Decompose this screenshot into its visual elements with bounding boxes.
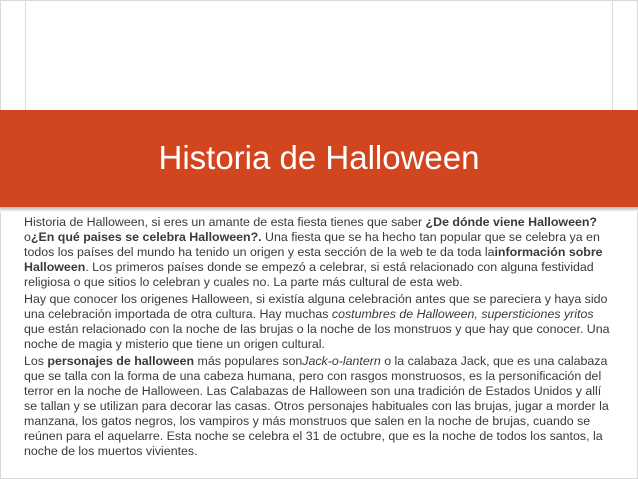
text-run: o [24, 230, 31, 244]
paragraph-characters [24, 354, 616, 459]
paragraph-intro [24, 215, 616, 290]
bold-run: información sobre Halloween [24, 245, 603, 274]
text-run: . Los primeros países donde se empezó a celebrar, si está relacionado con alguna festividad religiosa o que sitios lo celebran y cuales no. La parte más cultural de esta web. [24, 260, 594, 289]
left-rule [25, 0, 26, 110]
slide-title: Historia de Halloween [158, 139, 480, 176]
bold-run: ¿En qué paises se celebra Halloween?. [30, 230, 262, 244]
italic-run: costumbres de Halloween, supersticiones y [331, 307, 571, 321]
text-run: Los [24, 354, 48, 368]
text-run: Historia de Halloween, si eres un amante de esta fiesta tienes que saber [24, 215, 426, 229]
text-run: Hay que conocer los origenes Halloween, si existía alguna celebración antes que se pareciera y haya sido una celebración importada de otra cultura. Hay muchas [24, 292, 608, 321]
banner-shadow [0, 207, 638, 212]
text-run: Una fiesta que se ha hecho tan popular que se celebra ya en todos los países del mundo ha tenido un origen y esta sección de la web te da toda la [24, 230, 600, 259]
right-rule [612, 0, 613, 110]
bold-run: personajes de halloween [47, 354, 195, 368]
text-run: más populares son [194, 354, 303, 368]
bold-run: ¿De dónde viene Halloween? [425, 215, 597, 229]
text-run: o la calabaza Jack, que es una calabaza que se talla con la forma de una cabeza humana, pero con rasgos monstruosos, es la personificación del terror en la noche de Halloween. Las Calabazas de Halloween son una tradición de Estados Unidos y allí se tallan y se utilizan para decorar las casas. Otros personajes habituales con las brujas, jugar a morder la manzana, los gatos negros, los vampiros y más monstruos que salen en la noche de brujas, cuando se reúnen para el aquelarre. Esta noche se celebra el 31 de octubre, que es la noche de todos los santos, la noche de los muertos vivientes. [24, 354, 609, 458]
italic-run: Jack-o-lantern [302, 354, 381, 368]
paragraph-origins [24, 292, 616, 352]
slide-body [24, 215, 616, 479]
text-run: que están relacionado con la noche de las brujas o la noche de los monstruos y que hay que conocer. Una noche de magia y misterio que tiene un origen cultural. [24, 322, 610, 351]
italic-run: ritos [570, 307, 594, 321]
